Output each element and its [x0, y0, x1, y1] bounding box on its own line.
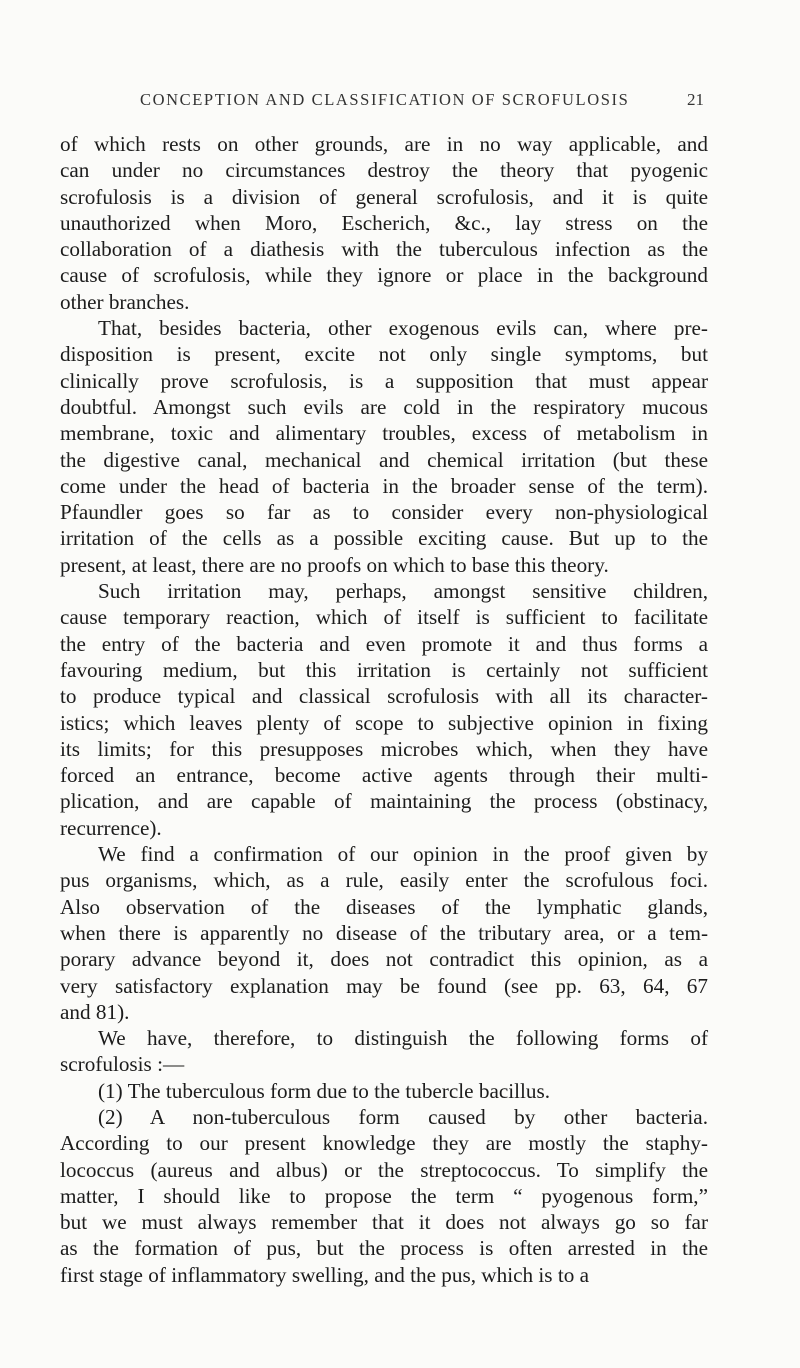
- text-line: come under the head of bacteria in the broader sense of the term).: [60, 473, 708, 498]
- text-line: scrofulosis :—: [60, 1052, 185, 1077]
- text-line: recurrence).: [60, 815, 162, 840]
- text-line: (2) A non-tuberculous form caused by other bacteria.: [98, 1104, 708, 1129]
- text-line: Such irritation may, perhaps, amongst sensitive children,: [98, 579, 708, 604]
- text-line: porary advance beyond it, does not contradict this opinion, as a: [60, 947, 708, 972]
- text-line: present, at least, there are no proofs on which to base this theory.: [60, 552, 609, 577]
- text-line: very satisfactory explanation may be found (see pp. 63, 64, 67: [60, 973, 708, 998]
- text-line: That, besides bacteria, other exogenous evils can, where pre-: [98, 316, 708, 341]
- text-line: when there is apparently no disease of the tributary area, or a tem-: [60, 920, 708, 945]
- page-header: [140, 90, 704, 114]
- text-line: Also observation of the diseases of the lymphatic glands,: [60, 894, 708, 919]
- text-line: unauthorized when Moro, Escherich, &c., lay stress on the: [60, 210, 708, 235]
- text-line: the entry of the bacteria and even promote it and thus forms a: [60, 631, 708, 656]
- text-line: plication, and are capable of maintaining the process (obstinacy,: [60, 789, 708, 814]
- text-line: We have, therefore, to distinguish the following forms of: [98, 1026, 708, 1051]
- text-line: (1) The tuberculous form due to the tubercle bacillus.: [98, 1078, 551, 1103]
- text-line: as the formation of pus, but the process is often arrested in the: [60, 1236, 708, 1261]
- text-line: We find a confirmation of our opinion in the proof given by: [98, 842, 708, 867]
- text-line: cause of scrofulosis, while they ignore or place in the background: [60, 263, 708, 288]
- text-line: first stage of inflammatory swelling, and the pus, which is to a: [60, 1262, 589, 1287]
- text-line: and 81).: [60, 999, 130, 1024]
- text-line: lococcus (aureus and albus) or the streptococcus. To simplify the: [60, 1157, 708, 1182]
- text-line: irritation of the cells as a possible exciting cause. But up to the: [60, 526, 708, 551]
- page-number: 21: [687, 90, 704, 109]
- text-line: scrofulosis is a division of general scrofulosis, and it is quite: [60, 184, 708, 209]
- text-line: doubtful. Amongst such evils are cold in the respiratory mucous: [60, 394, 708, 419]
- running-title: CONCEPTION AND CLASSIFICATION OF SCROFULOSIS: [140, 90, 630, 109]
- text-line: clinically prove scrofulosis, is a supposition that must appear: [60, 368, 708, 393]
- text-line: istics; which leaves plenty of scope to subjective opinion in fixing: [60, 710, 708, 735]
- text-line: the digestive canal, mechanical and chemical irritation (but these: [60, 447, 708, 472]
- text-line: of which rests on other grounds, are in no way applicable, and: [60, 132, 708, 156]
- text-line: its limits; for this presupposes microbes which, when they have: [60, 736, 708, 761]
- text-line: collaboration of a diathesis with the tuberculous infection as the: [60, 237, 708, 262]
- text-line: pus organisms, which, as a rule, easily enter the scrofulous foci.: [60, 868, 708, 893]
- text-line: Pfaundler goes so far as to consider every non-physiological: [60, 500, 708, 525]
- text-line: cause temporary reaction, which of itself is sufficient to facilitate: [60, 605, 708, 630]
- text-line: According to our present knowledge they are mostly the staphy-: [60, 1131, 708, 1156]
- text-line: membrane, toxic and alimentary troubles, excess of metabolism in: [60, 421, 708, 446]
- text-line: disposition is present, excite not only single symptoms, but: [60, 342, 708, 367]
- text-line: to produce typical and classical scrofulosis with all its character-: [60, 684, 708, 709]
- text-line: favouring medium, but this irritation is certainly not sufficient: [60, 657, 708, 682]
- text-line: matter, I should like to propose the term “ pyogenous form,”: [60, 1183, 708, 1208]
- text-line: forced an entrance, become active agents through their multi-: [60, 763, 708, 788]
- body-text: [60, 131, 708, 1288]
- text-line: can under no circumstances destroy the theory that pyogenic: [60, 158, 708, 183]
- text-line: but we must always remember that it does not always go so far: [60, 1210, 708, 1235]
- text-line: other branches.: [60, 289, 190, 314]
